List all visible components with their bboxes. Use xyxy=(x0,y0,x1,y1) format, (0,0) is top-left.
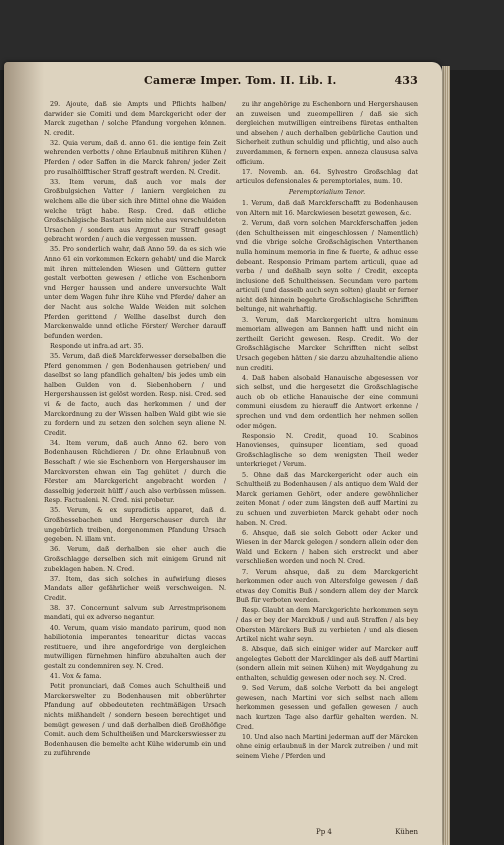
left-column xyxy=(44,100,226,830)
paragraph: 10. Und also nach Martini jederman auff der Märcken ohne einig erlaubnuß in der Marck zutreiben / und mit seinem Viehe / Pferden und xyxy=(236,732,418,760)
paragraph: 7. Verum ahsque, daß zu dem Marckgericht herkommen oder auch von Altersfolge gewesen / daß etwas dey Comitis Buß / sondern allem dey der Marck Buß für verboten werden. xyxy=(236,567,418,605)
paragraph: 35. Verum, & ex supradictis apparet, daß d. Großhessebachen und Hergerschauser durch ihr ungebürlich treiben, dorgenommen Pfandung Ursach gegeben. N. illam vnt. xyxy=(44,506,226,544)
paragraph: Petit pronunciari, daß Comes auch Schultheiß und Marckerswelter zu Bodenhausen mit obberührter Pfandung auf obbedeuteten rechtmäßigen Ursach nichts mißhandelt / sondern beseen berechtiget und bemügt gewesen / und daß derhalben dieß Großhöfige Comit. auch dem Schultheißen und Marckerswiesser zu Bodenhausen die bemelte acht Kühe widerumb ein und zu zuführende xyxy=(44,682,226,758)
right-column xyxy=(236,100,418,830)
page-footer xyxy=(236,828,418,840)
paragraph: 38. 37. Concernunt salvum sub Arrestmprisonem mandati, qui ex adverso negantur. xyxy=(44,603,226,622)
paragraph: 3. Verum, daß Marckergericht ultra hominum memoriam allwegen am Bannen hafft und nicht ein zertheilt Gericht gewesen. Resp. Credit. Wo der Großschlägische Marcker Schrifften nicht selbst Ursach gegeben hätten / sie darzu abzuhaltendie alieno nun crediti. xyxy=(236,315,418,372)
paragraph: 35. Pro sonderlich wahr, daß Anno 59. da es sich wie Anno 61 ein vorkommen Eckern gehabt/ und die Marck mit ihren mittelenden Wiesen und Güttern gutter gestalt verbotten gewesen / etliche von Eschenborn vnd Herger haussen und andere unversuchte Walt unter dem Wagen fuhr ihre Kühe vnd Pferde/ daher an der Nacht aus solche Walde Weiden mit solchen Pferden gerittend / Wellhe daselbst durch den Marckenwalde unnd etliche Förster/ Wercher darauff befunden werden. xyxy=(44,245,226,340)
running-title: Cameræ Imper. Tom. II. Lib. I. xyxy=(144,74,337,87)
catchword: Kühen xyxy=(395,828,418,836)
page-edge-stack xyxy=(442,66,450,845)
paragraph: Responsio N. Credit, quoad 10. Scabinos Hanovienses, quinsuper licentiam, sed quoad Großschlaglische so dem wenigsten Theil weder unterkrieget / Verum. xyxy=(236,431,418,469)
page-number: 433 xyxy=(394,74,418,87)
paragraph: 41. Vox & fama. xyxy=(50,672,102,681)
paragraph: Responde ut infra.ad art. 35. xyxy=(50,341,144,350)
paragraph: 37. Item, das sich solches in aufwirlung dieses Mandats aller gefährlicher weiß verschweigen. N. Credit. xyxy=(44,574,226,602)
signature-mark: Pp 4 xyxy=(316,828,332,836)
paragraph: 36. Verum, daß derhalben sie eher auch die Großschlagge derselben sich mit einigem Grund nit zubeklagen haben. N. Cred. xyxy=(44,545,226,573)
paragraph: 33. Item verum, daß auch vor mals der Großbulgsichen Vatter / laniern vergleichen zu welchem alle die über sich ihre Mittel ohne die Waiden welche trägt habe. Resp. Cred. daß etliche Großschälgische Bastart heim niche aus verschuldeten Ursachen / sondern aus Argmut zur Straff gesagt gebracht worden / auch die vergessen mussen. xyxy=(44,177,226,244)
paragraph: 5. Ohne daß das Marckergericht oder auch ein Schultheiß zu Bodenhausen / als antiquo dem Wald der Marck geriamen Gehört, oder andere gewöhnlicher zeiten Monat / oder zum längsten deß auff Martini zu zu schuen und zuverbieten Marck gehabt oder noch haben. N. Cred. xyxy=(236,470,418,527)
book-page xyxy=(4,62,442,845)
paragraph: 9. Sed Verum, daß solche Verbott da bei angelegt gewesen, nach Martini vor sich selbst nach allem herkommen gesessen und gefallen gewesen / auch nach kurtzen Tage also darfür gehalten werden. N. Cred. xyxy=(236,684,418,731)
paragraph: zu ihr angehörige zu Eschenborn und Hergershausen an zuweisen und zueompelliren / daß sie sich dergleichen mutwilligen eintreibens füretas enthalten und absehen / auch derhalben gebürliche Caution und Sicherheit zuthun schuldig und pflichtig, und also auch zuverdammen, & fernern expen. anneza claususa salva officium. xyxy=(236,100,418,166)
paragraph: Resp. Glaubt an dem Marckgerichte herkommen seyn / das er bey der Marckbuß / und auß Straffen / als bey Obersten Märckers Buß zu verbieten / und als diesen Artikel nicht wahr seyn. xyxy=(236,606,418,644)
paragraph: 4. Daß haben alsobald Hanauische abgesessen vor sich selbst, und die hergesetzt die Großschlagische auch ob ob etliche Hanauische der eine communi communi eiusdem zu hierauff die Antwort erkenne / sprechen und vnd dem ordentlich her nehmen sollen oder mögen. xyxy=(236,373,418,430)
running-header xyxy=(64,74,418,90)
paragraph: 8. Absque, daß sich einiger wider auf Marcker auff angelegtes Gebott der Marcklinger als deß auff Martini (sondern allein mit seinen Kühen) mit Weydgahung zu enthalten, schuldig gewesen oder noch sey. N. Cred. xyxy=(236,645,418,683)
paragraph: 6. Ahsque, daß sie solch Gebott oder Acker und Wiesen in der Marck gelegen / sondern allein oder den Wald und Eckern / haben sich erstreckt und aber verschließen worden und noch N. Cred. xyxy=(236,528,418,566)
paragraph: 2. Verum, daß vorn solchen Marckferschaffen jeden (den Schultheissen mit eingeschlossen / Namentlich) vnd die vbrige solche Großschägischen Vnterthanen nulla hominum memoria in fine & fuerte, & adhuc esse debeant. Responsio Primam partem articuli, quae ad verba / und deßhalb seyn solte / Credit, excepta inclusione deß Schultheissen. Secundam vero partem articuli (und dasselb auch seyn solten) glaubt er ferner nicht deß hinnein begehrte Großschlagische Schrifften beltunge, nit wahrhaftig. xyxy=(236,219,418,314)
paragraph: 17. Novemb. an. 64. Sylvestro Großschlag dat articulos defensionales & peremptoriales, num. 10. xyxy=(236,167,418,186)
paragraph: 1. Verum, daß daß Marckferschafft zu Bodenhausen von Altern mit 16. Marckwiesen besetzt gewesen, &c. xyxy=(236,199,418,218)
paragraph: 35. Verum, daß dieß Marckferwesser dersebalben die Pferd genommen / gen Bodenhausen getrieben/ und daselbst so lang pfandlich gehalten/ bis jedes umb ein halben Gulden von d. Siebenhobern / und Hergershaussen ist gelöst worden. Resp. nisi. Cred. sed vi & de facto, auch das herkommen / und der Marckordnung zu der Wissen halben Wald gibt wie sie zu fordern und zu setzen den solchen seyn aliene N. Credit. xyxy=(44,351,226,437)
paragraph: 34. Item verum, daß auch Anno 62. bero von Bodenhausen Rüchdieren / Dr. ohne Erlaubnuß von Besschaft / wie sie Eschenborn von Hergershauser im Marckvorsten ehwan ein Tag gehütet / durch die Förster am Marckgericht angebracht worden / dasselbig jederzeit hülff / auch also verbüssen müssen. Resp. Factualeni. N. Cred. nisi probetur. xyxy=(44,438,226,505)
paragraph: 29. Ajoute, daß sie Ampts und Pflichts halben/ darwider sie Comiti und dem Marckgericht oder der Marck zugethan / solche Pfandung vorgehen können. N. credit. xyxy=(44,100,226,137)
scanner-background xyxy=(0,0,504,70)
paragraph: 32. Quia verum, daß d. anno 61. die ientige fein Zeit wehrenden verbotts / ohne Erlaubnuß mitihren Kühen / Pferden / oder Saffen in die Marck fahren/ jeder Zeit pro rusalhölfftischer Straff gestraft werden. N. Credit. xyxy=(44,138,226,176)
paragraph: 40. Verum, quam visio mandato parirum, quod non habiliotonia imperantes tenearitur dictas vaccas restituere, und ihre angefordrige von dergleichen mutwilligen fürnehmen hinfüro abzuhalten auch der gestalt zu condemniren sey. N. Cred. xyxy=(44,623,226,670)
section-heading: Peremptorialium Tenor. xyxy=(288,187,366,196)
